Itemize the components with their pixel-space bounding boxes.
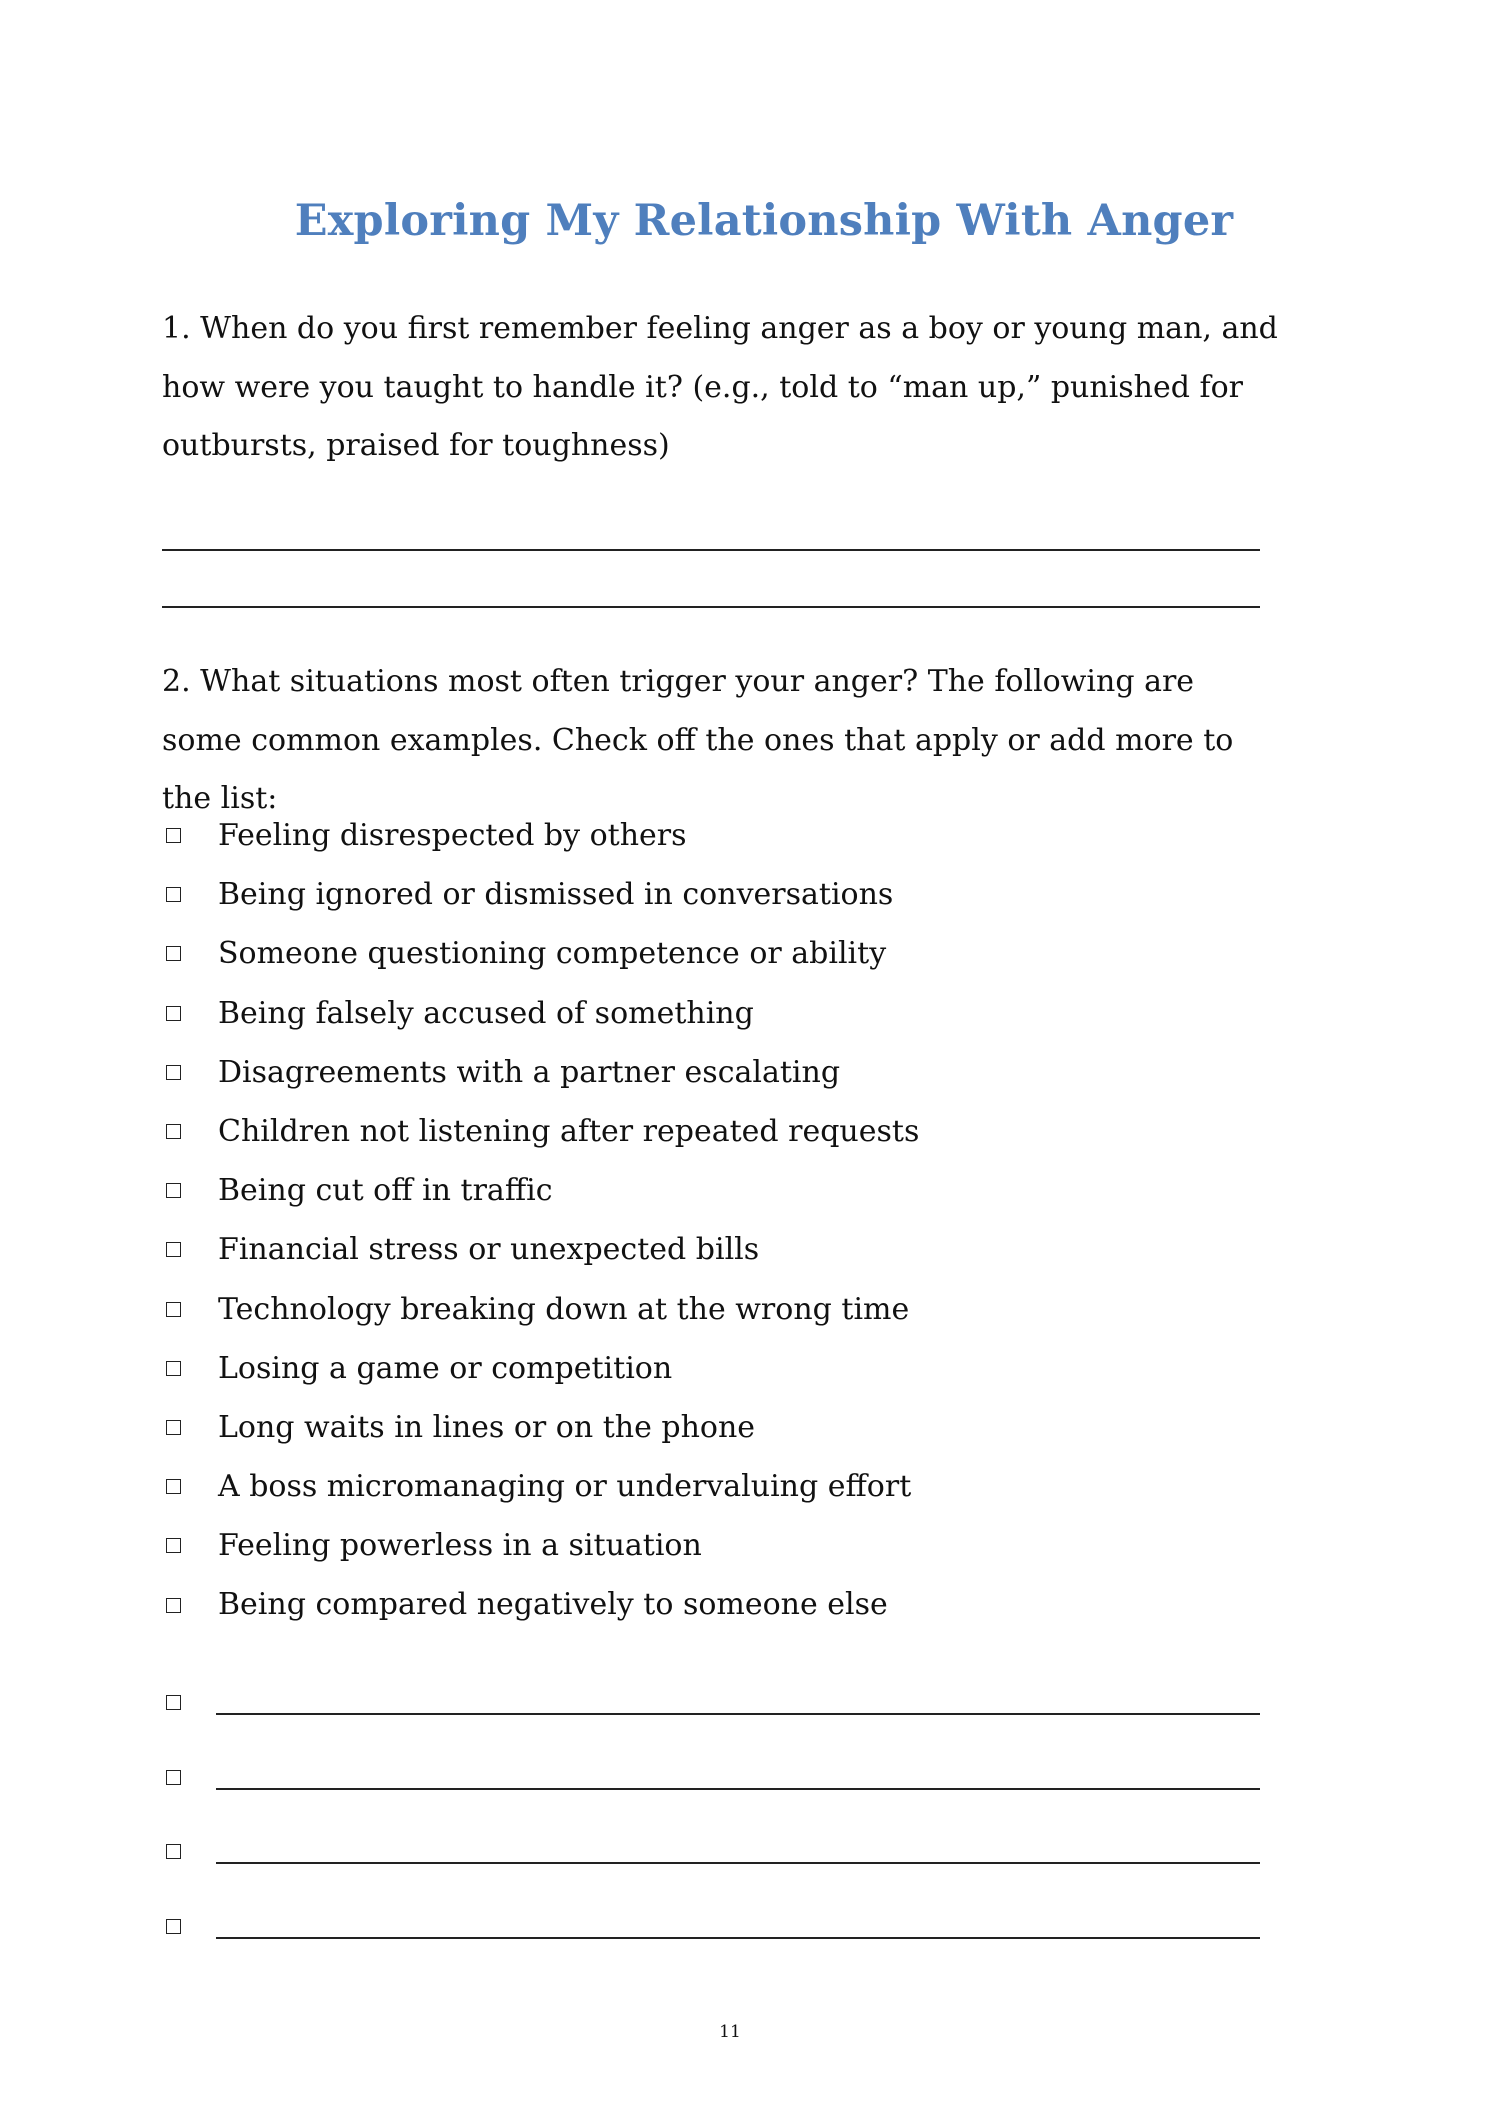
checkbox[interactable] [166, 1361, 181, 1376]
answer-line-1[interactable] [162, 549, 1260, 551]
write-in-line[interactable] [216, 1713, 1260, 1715]
checkbox[interactable] [166, 1479, 181, 1494]
answer-line-2[interactable] [162, 606, 1260, 608]
list-item [162, 865, 919, 924]
page-title: Exploring My Relationship With Anger [294, 196, 1234, 246]
list-item [162, 1220, 919, 1279]
checkbox[interactable] [166, 1302, 181, 1317]
trigger-label: A boss micromanaging or undervaluing effort [218, 1469, 912, 1505]
list-item [162, 1280, 919, 1339]
write-in-line[interactable] [216, 1862, 1260, 1864]
checkbox[interactable] [166, 1770, 181, 1785]
custom-trigger-row [162, 1907, 1260, 1947]
list-item [162, 1043, 919, 1102]
list-item [162, 1457, 919, 1516]
list-item [162, 806, 919, 865]
list-item [162, 1398, 919, 1457]
trigger-label: Feeling powerless in a situation [218, 1528, 702, 1564]
trigger-label: Being compared negatively to someone else [218, 1587, 888, 1623]
list-item [162, 1575, 919, 1634]
checkbox[interactable] [166, 1183, 181, 1198]
trigger-label: Feeling disrespected by others [218, 818, 687, 853]
checkbox[interactable] [166, 1006, 181, 1021]
trigger-label: Long waits in lines or on the phone [218, 1409, 756, 1445]
trigger-checklist [162, 806, 919, 1635]
write-in-line[interactable] [216, 1788, 1260, 1790]
list-item [162, 984, 919, 1043]
list-item [162, 1339, 919, 1398]
list-item [162, 1516, 919, 1575]
question-2: 2. What situations most often trigger your anger? The following are some common examples. Check off the ones that apply or add more to the list: [162, 664, 1234, 816]
checkbox[interactable] [166, 1538, 181, 1553]
checkbox[interactable] [166, 1844, 181, 1859]
trigger-label: Being cut off in traffic [218, 1173, 553, 1209]
list-item [162, 1102, 919, 1161]
trigger-label: Financial stress or unexpected bills [218, 1232, 760, 1268]
question-1: 1. When do you first remember feeling anger as a boy or young man, and how were you taught to handle it? (e.g., told to “man up,” punished for outbursts, praised for toughness) [162, 311, 1278, 463]
checkbox[interactable] [166, 1242, 181, 1257]
custom-trigger-row [162, 1758, 1260, 1798]
checkbox[interactable] [166, 1598, 181, 1613]
trigger-label: Losing a game or competition [218, 1350, 673, 1386]
custom-trigger-row [162, 1832, 1260, 1872]
checkbox[interactable] [166, 1420, 181, 1435]
trigger-label: Being falsely accused of something [218, 995, 754, 1031]
trigger-label: Being ignored or dismissed in conversations [218, 877, 894, 913]
checkbox[interactable] [166, 1695, 181, 1710]
trigger-label: Technology breaking down at the wrong time [218, 1291, 910, 1327]
trigger-label: Someone questioning competence or ability [218, 936, 887, 972]
list-item [162, 1161, 919, 1220]
checkbox[interactable] [166, 946, 181, 961]
checkbox[interactable] [166, 887, 181, 902]
list-item [162, 924, 919, 983]
trigger-label: Children not listening after repeated requests [218, 1113, 920, 1149]
page-number: 11 [719, 2022, 741, 2042]
trigger-label: Disagreements with a partner escalating [218, 1054, 841, 1090]
write-in-line[interactable] [216, 1937, 1260, 1939]
checkbox[interactable] [166, 1065, 181, 1080]
checkbox[interactable] [166, 1919, 181, 1934]
checkbox[interactable] [166, 1124, 181, 1139]
custom-trigger-row [162, 1683, 1260, 1723]
checkbox[interactable] [166, 828, 181, 843]
